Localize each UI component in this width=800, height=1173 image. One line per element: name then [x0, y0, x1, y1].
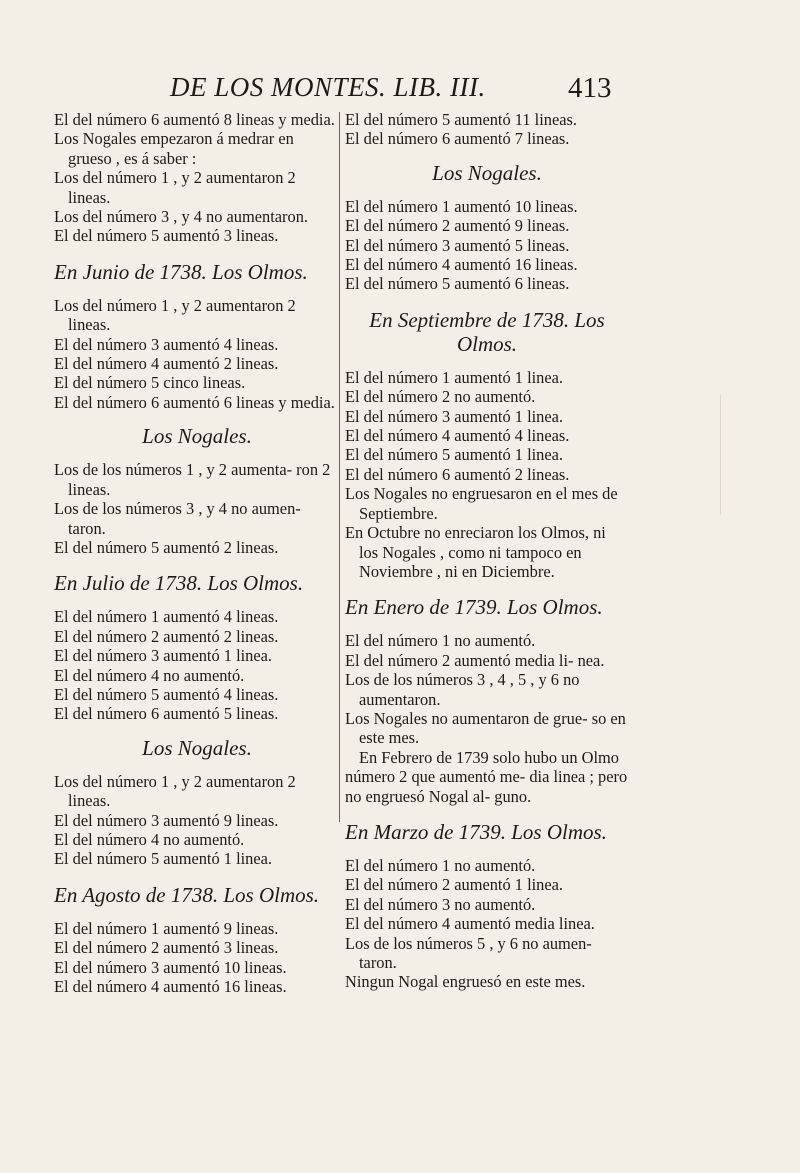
section-heading-septiembre: En Septiembre de 1738. Los Olmos. [369, 307, 605, 356]
entry: Los de los números 3 , y 4 no aumen- taron. [54, 499, 301, 538]
paper-edge-mark [720, 395, 721, 515]
entry: El del número 3 aumentó 1 linea. [345, 406, 564, 426]
page-header [0, 70, 800, 110]
running-head: DE LOS MONTES. LIB. III. [170, 72, 486, 102]
section-heading-julio: En Julio de 1738. Los Olmos. [54, 571, 304, 596]
entry: El del número 4 aumentó media linea. [345, 914, 595, 934]
entry: El del número 5 aumentó 11 lineas. [345, 110, 577, 129]
entry: En Febrero de 1739 solo hubo un Olmo número 2 que aumentó me- dia linea ; pero no engruesó Nogal al- guno. [345, 747, 628, 806]
entry: El del número 3 aumentó 1 linea. [54, 646, 273, 666]
entry: Los del número 1 , y 2 aumentaron 2 lineas. [54, 295, 296, 335]
entry: El del número 4 no aumentó. [54, 829, 245, 849]
entry: El del número 2 aumentó 9 lineas. [345, 216, 570, 236]
entry: El del número 5 aumentó 6 lineas. [345, 274, 570, 294]
entry: El del número 3 aumentó 4 lineas. [54, 334, 279, 354]
entry: El del número 5 aumentó 4 lineas. [54, 684, 279, 704]
entry: Los del número 1 , y 2 aumentaron 2 lineas. [54, 168, 296, 207]
entry: El del número 5 cinco lineas. [54, 373, 246, 393]
section-heading-junio: En Junio de 1738. Los Olmos. [54, 259, 308, 284]
entry: Los del número 3 , y 4 no aumentaron. [54, 207, 308, 227]
entry: El del número 2 aumentó 3 lineas. [54, 938, 279, 958]
entry: El del número 3 no aumentó. [345, 894, 536, 914]
entry: El del número 5 aumentó 1 linea. [345, 445, 564, 465]
entry: El del número 6 aumentó 7 lineas. [345, 129, 570, 149]
entry: El del número 2 aumentó media li- nea. [345, 650, 605, 670]
entry: El del número 6 aumentó 8 lineas y media. [54, 110, 335, 129]
entry: Los Nogales no engruesaron en el mes de Septiembre. [345, 484, 618, 523]
entry: Los de los números 1 , y 2 aumenta- ron 2 lineas. [54, 460, 331, 499]
subheading-nogales: Los Nogales. [142, 424, 252, 449]
entry: Los Nogales no aumentaron de grue- so en este mes. [345, 708, 626, 748]
entry: Los Nogales empezaron á medrar en grueso , es á saber : [54, 129, 294, 168]
entry: El del número 5 aumentó 3 lineas. [54, 226, 279, 246]
entry: Ningun Nogal engruesó en este mes. [345, 972, 586, 992]
left-column [54, 110, 340, 996]
entry: El del número 3 aumentó 5 lineas. [345, 235, 570, 255]
entry: El del número 1 aumentó 4 lineas. [54, 607, 279, 627]
entry: El del número 1 aumentó 9 lineas. [54, 918, 279, 938]
entry: El del número 5 aumentó 1 linea. [54, 849, 273, 869]
section-heading-agosto: En Agosto de 1738. Los Olmos. [54, 882, 320, 907]
entry: El del número 4 aumentó 4 lineas. [345, 426, 570, 446]
subheading-nogales: Los Nogales. [142, 735, 252, 760]
section-heading-marzo: En Marzo de 1739. Los Olmos. [345, 819, 607, 844]
entry: En Octubre no enreciaron los Olmos, ni los Nogales , como ni tampoco en Noviembre , ni en Diciembre. [345, 523, 606, 581]
entry: El del número 1 aumentó 1 linea. [345, 367, 564, 387]
entry: El del número 2 aumentó 2 lineas. [54, 626, 279, 646]
subheading-nogales: Los Nogales. [432, 160, 542, 185]
entry: El del número 2 aumentó 1 linea. [345, 875, 564, 895]
section-heading-enero: En Enero de 1739. Los Olmos. [345, 595, 603, 620]
right-column [345, 110, 629, 992]
entry: El del número 4 aumentó 2 lineas. [54, 354, 279, 374]
entry: Los del número 1 , y 2 aumentaron 2 lineas. [54, 771, 296, 811]
entry: Los de los números 3 , 4 , 5 , y 6 no aumentaron. [345, 670, 580, 709]
entry: El del número 1 aumentó 10 lineas. [345, 196, 578, 216]
entry: El del número 6 aumentó 6 lineas y media. [54, 392, 335, 412]
entry: El del número 1 no aumentó. [345, 855, 536, 875]
entry: El del número 4 aumentó 16 lineas. [345, 255, 578, 275]
entry: El del número 4 no aumentó. [54, 665, 245, 685]
entry: El del número 2 no aumentó. [345, 387, 536, 407]
entry: El del número 6 aumentó 2 lineas. [345, 464, 570, 484]
page-number: 413 [568, 72, 612, 104]
entry: El del número 4 aumentó 16 lineas. [54, 977, 287, 996]
entry: El del número 1 no aumentó. [345, 631, 536, 651]
entry: El del número 6 aumentó 5 lineas. [54, 704, 279, 724]
entry: Los de los números 5 , y 6 no aumen- taron. [345, 933, 592, 972]
entry: El del número 3 aumentó 9 lineas. [54, 810, 279, 830]
entry: El del número 5 aumentó 2 lineas. [54, 537, 279, 557]
entry: El del número 3 aumentó 10 lineas. [54, 957, 287, 977]
